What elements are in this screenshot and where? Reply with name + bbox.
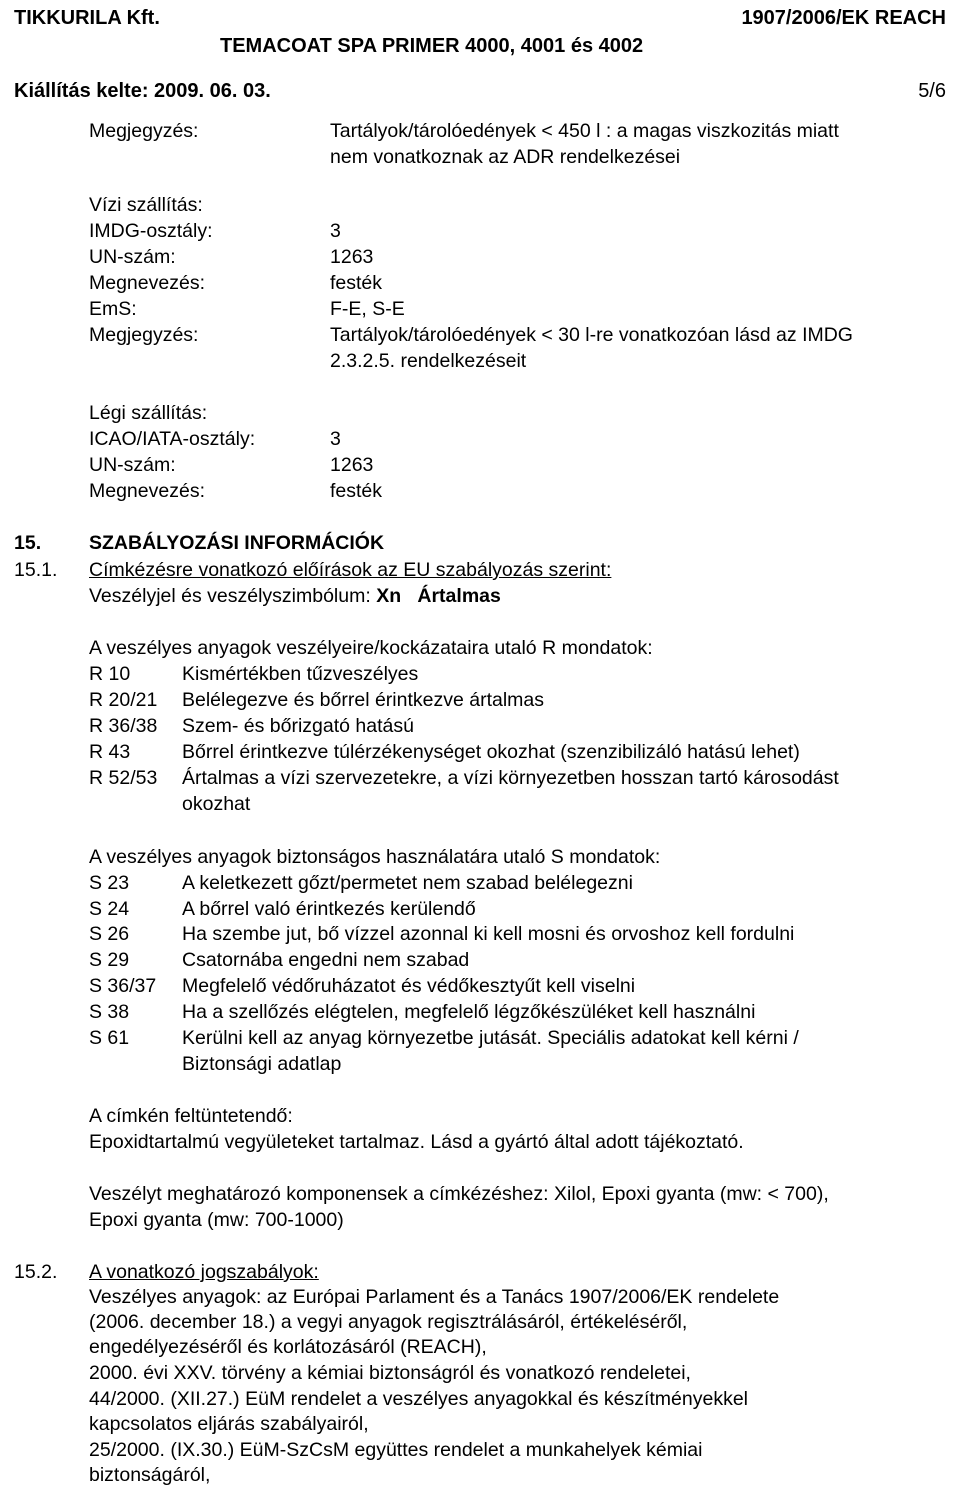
sea-class-label: IMDG-osztály: [89,220,213,242]
sea-note-label: Megjegyzés: [89,324,199,346]
sea-class-value: 3 [330,220,341,242]
r-phrase-text: Belélegezve és bőrrel érintkezve ártalmas [182,689,545,711]
s-phrase-text: Csatornába engedni nem szabad [182,949,470,971]
s-phrase-text: A keletkezett gőzt/permetet nem szabad belélegezni [182,872,633,894]
components-line-1: Veszélyt meghatározó komponensek a címkézéshez: Xilol, Epoxi gyanta (mw: < 700), [89,1183,829,1205]
s-phrase-code: S 23 [89,872,130,894]
r-phrases-intro: A veszélyes anyagok veszélyeire/kockázataira utaló R mondatok: [89,637,653,659]
s-phrase-code: S 26 [89,923,130,945]
law-line: biztonságáról, [89,1464,211,1486]
sea-note-line-2: 2.3.2.5. rendelkezéseit [330,350,527,372]
s-phrase-code: S 29 [89,949,130,971]
s-phrase-code: S 38 [89,1001,130,1023]
r-phrase-code: R 43 [89,741,131,763]
sea-title: Vízi szállítás: [89,194,203,216]
sea-name-label: Megnevezés: [89,272,205,294]
s-phrase-code: S 36/37 [89,975,157,997]
hazard-symbol-label: Veszélyjel és veszélyszimbólum: [89,585,371,607]
law-line: 44/2000. (XII.27.) EüM rendelet a veszélyes anyagokkal és készítményekkel [89,1388,749,1410]
r-phrase-text: Kismértékben tűzveszélyes [182,663,419,685]
law-line: (2006. december 18.) a vegyi anyagok regisztrálásáról, értékeléséről, [89,1311,688,1333]
s-phrase-text-cont: Biztonsági adatlap [182,1053,342,1075]
law-line: kapcsolatos eljárás szabályairól, [89,1413,369,1435]
air-un-label: UN-szám: [89,454,176,476]
s-phrase-text: A bőrrel való érintkezés kerülendő [182,898,476,920]
road-note-label: Megjegyzés: [89,120,199,142]
company-name: TIKKURILA Kft. [14,7,160,29]
sea-ems-label: EmS: [89,298,137,320]
section-number: 15. [14,532,42,554]
air-un-value: 1263 [330,454,374,476]
hazard-symbol-code: Xn [376,585,402,607]
label-text: Epoxidtartalmú vegyületeket tartalmaz. Lásd a gyártó által adott tájékoztató. [89,1131,744,1153]
s-phrase-code: S 24 [89,898,130,920]
subsection-1-number: 15.1. [14,559,58,581]
r-phrase-code: R 36/38 [89,715,158,737]
r-phrase-code: R 20/21 [89,689,158,711]
air-name-label: Megnevezés: [89,480,205,502]
r-phrase-code: R 10 [89,663,131,685]
r-phrase-text-cont: okozhat [182,793,251,815]
subsection-1-title: Címkézésre vonatkozó előírások az EU szabályozás szerint: [89,559,612,581]
s-phrase-text: Ha szembe jut, bő vízzel azonnal ki kell mosni és orvoshoz kell fordulni [182,923,795,945]
road-note-line-1: Tartályok/tárolóedények < 450 l : a magas viszkozitás miatt [330,120,839,142]
air-class-label: ICAO/IATA-osztály: [89,428,256,450]
road-note-line-2: nem vonatkoznak az ADR rendelkezései [330,146,681,168]
sea-name-value: festék [330,272,383,294]
r-phrase-text: Bőrrel érintkezve túlérzékenységet okozhat (szenzibilizáló hatású lehet) [182,741,800,763]
product-name: TEMACOAT SPA PRIMER 4000, 4001 és 4002 [220,35,644,57]
sea-un-label: UN-szám: [89,246,176,268]
air-title: Légi szállítás: [89,402,208,424]
s-phrases-intro: A veszélyes anyagok biztonságos használatára utaló S mondatok: [89,846,661,868]
sea-ems-value: F-E, S-E [330,298,405,320]
page-number: 5/6 [918,80,946,102]
hazard-symbol-line [89,583,501,609]
law-line: Veszélyes anyagok: az Európai Parlament és a Tanács 1907/2006/EK rendelete [89,1286,780,1308]
law-line: 2000. évi XXV. törvény a kémiai biztonságról és vonatkozó rendeletei, [89,1362,691,1384]
sea-note-line-1: Tartályok/tárolóedények < 30 l-re vonatkozóan lásd az IMDG [330,324,853,346]
s-phrase-code: S 61 [89,1027,130,1049]
subsection-2-title: A vonatkozó jogszabályok: [89,1261,319,1283]
section-title: SZABÁLYOZÁSI INFORMÁCIÓK [89,532,385,554]
air-name-value: festék [330,480,383,502]
label-title: A címkén feltüntetendő: [89,1105,293,1127]
components-line-2: Epoxi gyanta (mw: 700-1000) [89,1209,344,1231]
r-phrase-text: Szem- és bőrizgató hatású [182,715,414,737]
law-line: engedélyezéséről és korlátozásáról (REACH), [89,1336,487,1358]
sea-un-value: 1263 [330,246,374,268]
hazard-symbol-name: Ártalmas [417,585,501,607]
s-phrase-text: Ha a szellőzés elégtelen, megfelelő légzőkészüléket kell használni [182,1001,756,1023]
regulation-ref: 1907/2006/EK REACH [741,7,946,29]
law-line: 25/2000. (IX.30.) EüM-SzCsM együttes rendelet a munkahelyek kémiai [89,1439,703,1461]
issue-date: Kiállítás kelte: 2009. 06. 03. [14,80,271,102]
subsection-2-number: 15.2. [14,1261,58,1283]
r-phrase-code: R 52/53 [89,767,158,789]
r-phrase-text: Ártalmas a vízi szervezetekre, a vízi környezetben hosszan tartó károsodást [182,767,839,789]
s-phrase-text: Kerülni kell az anyag környezetbe jutását. Speciális adatokat kell kérni / [182,1027,799,1049]
s-phrase-text: Megfelelő védőruházatot és védőkesztyűt kell viselni [182,975,636,997]
air-class-value: 3 [330,428,341,450]
